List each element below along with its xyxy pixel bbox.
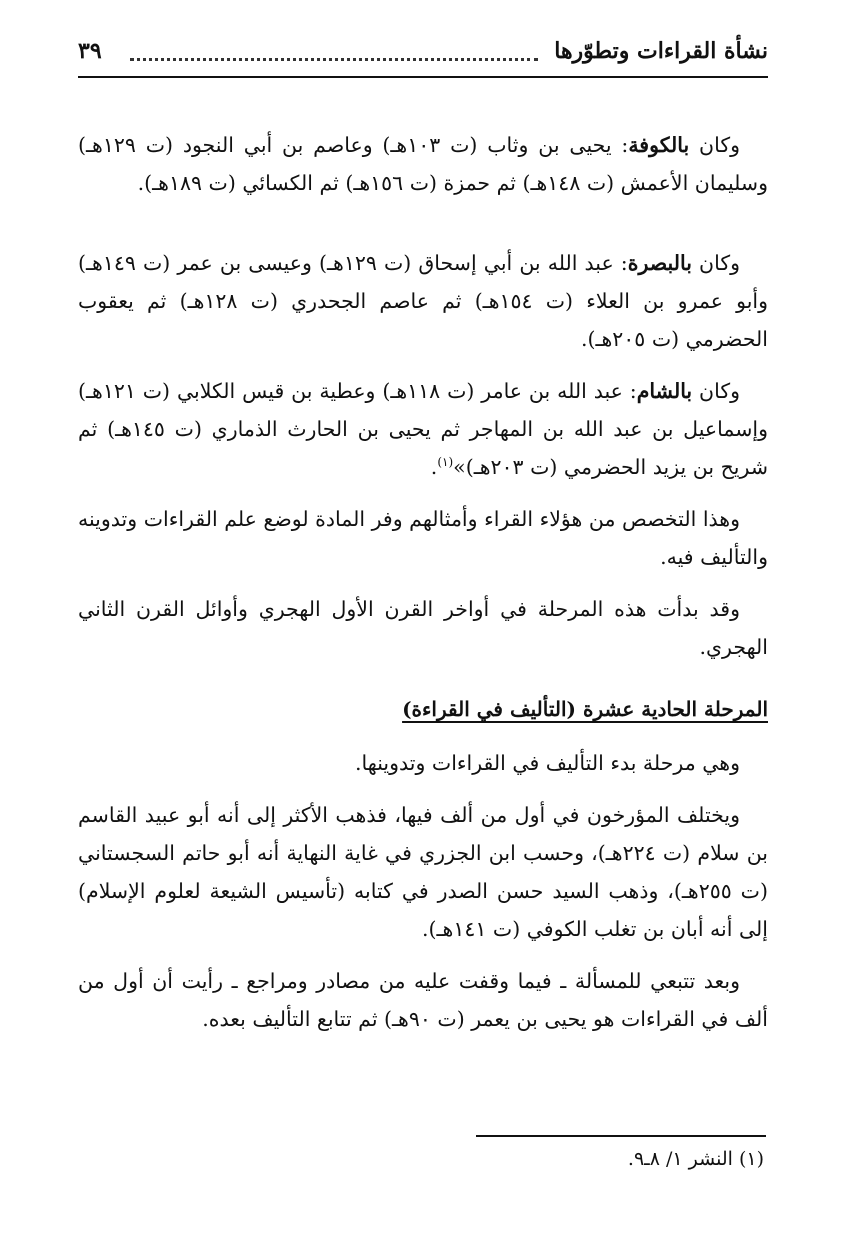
footnote-divider [476,1135,766,1137]
paragraph-lead: وكان [691,251,740,275]
paragraph-end: . [430,455,438,479]
paragraph-sham [78,372,768,486]
paragraph-conclusion: وبعد تتبعي للمسألة ـ فيما وقفت عليه من مصادر ومراجع ـ رأيت أن أول من ألف في القراءات هو يحيى بن يعمر (ت ٩٠هـ) ثم تتابع التأليف بعده. [78,969,768,1031]
header-title: نشأة القراءات وتطوّرها [554,38,768,64]
paragraph-lead: وكان [692,379,741,403]
footnote-reference[interactable]: (١) [437,455,454,470]
paragraph-text: : عبد الله بن عامر (ت ١١٨هـ) وعطية بن قيس الكلابي (ت ١٢١هـ) وإسماعيل بن عبد الله بن المهاجر ثم يحيى بن الحارث الذماري (ت ١٤٥هـ) ثم شريح بن يزيد الحضرمي (ت ٢٠٣هـ)» [78,379,768,479]
running-header [78,22,768,78]
footnote: (١) النشر ١/ ٨ـ٩. [627,1148,764,1170]
paragraph-kufa [78,126,768,202]
paragraph-lead: وكان [689,133,741,157]
paragraph-text: : عبد الله بن أبي إسحاق (ت ١٢٩هـ) وعيسى بن عمر (ت ١٤٩هـ) وأبو عمرو بن العلاء (ت ١٥٤هـ) ثم عاصم الجحدري (ت ١٢٨هـ) ثم يعقوب الحضرمي (ت ٢٠٥هـ). [78,251,769,351]
paragraph-historians: ويختلف المؤرخون في أول من ألف فيها، فذهب الأكثر إلى أنه أبو عبيد القاسم بن سلام (ت ٢٢٤هـ)، وحسب ابن الجزري في غاية النهاية أنه أبو حاتم السجستاني (ت ٢٥٥هـ)، وذهب السيد حسن الصدر في كتابه (تأسيس الشيعة لعلوم الإسلام) إلى أنه أبان بن تغلب الكوفي (ت ١٤١هـ). [78,803,768,941]
paragraph-text: : يحيى بن وثاب (ت ١٠٣هـ) وعاصم بن أبي النجود (ت ١٢٩هـ) وسليمان الأعمش (ت ١٤٨هـ) ثم حمزة (ت ١٥٦هـ) ثم الكسائي (ت ١٨٩هـ). [78,133,768,195]
city-keyword-basra: بالبصرة [627,251,692,275]
header-dot-leader [130,58,538,61]
page-number: ٣٩ [78,38,102,64]
section-heading: المرحلة الحادية عشرة (التأليف في القراءة) [402,697,768,721]
paragraph-specialization: وهذا التخصص من هؤلاء القراء وأمثالهم وفر المادة لوضع علم القراءات وتدوينه والتأليف فيه. [78,507,768,569]
city-keyword-sham: بالشام [636,379,693,403]
paragraph-stage-definition: وهي مرحلة بدء التأليف في القراءات وتدوينها. [355,751,740,775]
paragraph-stage-start: وقد بدأت هذه المرحلة في أواخر القرن الأول الهجري وأوائل القرن الثاني الهجري. [78,597,768,659]
city-keyword-kufa: بالكوفة [628,133,690,157]
page [78,22,768,1038]
paragraph-basra [78,244,768,358]
